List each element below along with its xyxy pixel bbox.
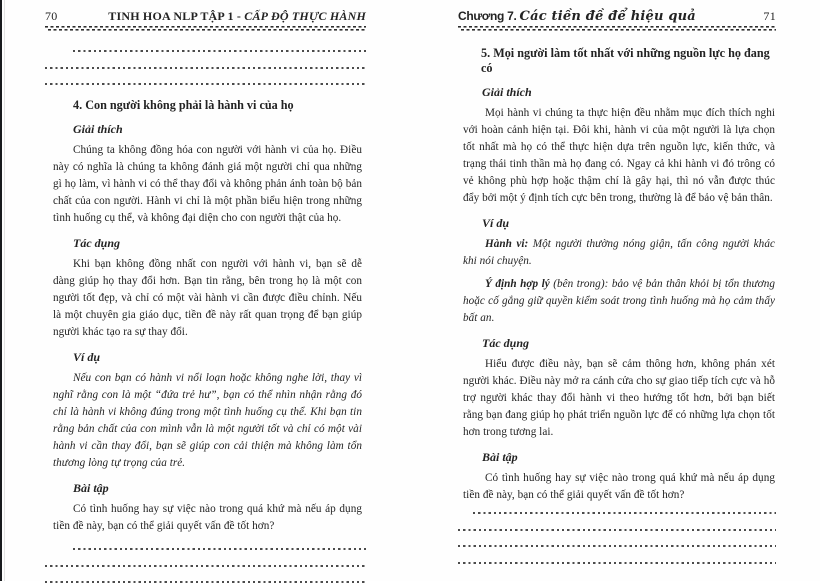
exercise-paragraph: Có tình huống hay sự việc nào trong quá khứ mà nếu áp dụng tiền đề này, bạn có thể giải quyết vấn đề tốt hơn?: [463, 472, 775, 501]
subsection-label-explain: Giải thích: [482, 85, 532, 99]
chapter-heading: [458, 9, 696, 24]
effect-paragraph: Hiểu được điều này, bạn sẽ cảm thông hơn, không phán xét người khác. Điều này mở ra cánh cửa cho sự giao tiếp tích cực và hỗ trợ người khác thay đổi hành vi theo hướng tốt hơn, bởi bạn biết rằng bạn đang giúp họ phát triển nguồn lực để có những lựa chọn tốt hơn trong tương lai.: [463, 358, 775, 438]
subsection-label-explain: Giải thích: [73, 122, 123, 136]
right-page: [458, 9, 776, 564]
scan-edge-line: [4, 0, 5, 581]
dotted-answer-line: [45, 565, 366, 567]
book-title-main: TINH HOA NLP TẬP 1: [108, 9, 234, 23]
header-divider: [458, 26, 776, 31]
dotted-answer-line: [73, 50, 366, 52]
subsection-label-example: Ví dụ: [73, 350, 101, 364]
intent-text: bảo vệ bản thân khỏi bị tổn thương hoặc cố gắng giữ quyền kiểm soát trong tình huống mà họ cảm thấy bất an.: [463, 278, 775, 324]
intent-example-paragraph: [463, 276, 775, 327]
behavior-example-paragraph: [463, 236, 775, 270]
dotted-answer-line: [45, 83, 366, 85]
subsection-label-exercise: Bài tập: [482, 450, 518, 464]
left-page-number: 70: [45, 9, 58, 23]
example-paragraph: Nếu con bạn có hành vi nổi loạn hoặc không nghe lời, thay vì nghĩ rằng con là một “đứa trẻ hư”, bạn có thể nhìn nhận rằng đó chỉ là hành vi không đúng trong một tình huống cụ thể. Khi bạn tin rằng bản chất của con mình vẫn là một người tốt và chỉ có một vài hành vi cần thay đổi, bạn sẽ giúp con cải thiện mà không làm tổn thương lòng tự trọng của trẻ.: [53, 372, 362, 469]
scan-edge-strip: [0, 0, 2, 581]
explain-paragraph: Chúng ta không đồng hóa con người với hành vi của họ. Điều này có nghĩa là chúng ta không đánh giá một người chỉ qua những gì họ làm, vì hành vi có thể thay đổi và không phản ánh toàn bộ bản chất của con người. Hành vi chỉ là một phần biểu hiện trong những tình huống cụ thể, và không đại diện cho con người thật của họ.: [53, 144, 362, 224]
answer-lines-group: [45, 548, 366, 583]
subsection-label-effect: Tác dụng: [482, 336, 530, 350]
effect-paragraph: Khi bạn không đồng nhất con người với hành vi, bạn sẽ dễ dàng giúp họ thay đổi hơn. Bạn tin rằng, bên trong họ là một con người tốt đẹp, và chỉ có một vài hành vi cần được điều chỉnh. Nếu là một chuyên gia giáo dục, tiền đề này rất quan trọng để bạn giúp người khác tạo ra sự thay đổi.: [53, 258, 362, 338]
answer-lines-group: [458, 512, 776, 564]
intent-paren: (bên trong):: [549, 278, 609, 290]
header-divider: [45, 26, 366, 31]
dotted-answer-line: [458, 545, 776, 547]
section-heading: 4. Con người không phải là hành vi của họ: [73, 98, 294, 112]
subsection-label-example: Ví dụ: [482, 216, 510, 230]
chapter-title: Các tiền đề để hiệu quả: [519, 9, 696, 24]
dotted-answer-line: [458, 529, 776, 531]
exercise-paragraph: Có tình huống hay sự việc nào trong quá khứ mà nếu áp dụng tiền đề này, bạn có thể giải quyết vấn đề tốt hơn?: [53, 503, 362, 532]
dotted-answer-line: [45, 67, 366, 69]
dotted-answer-line: [73, 548, 366, 550]
book-title-separator: -: [233, 9, 245, 23]
dotted-answer-line: [473, 512, 776, 514]
subsection-label-exercise: Bài tập: [73, 481, 109, 495]
answer-lines-group: [45, 50, 366, 85]
book-title-subtitle: CẤP ĐỘ THỰC HÀNH: [244, 9, 366, 23]
book-title: [108, 9, 366, 24]
behavior-text: Một người thường nóng giận, tấn công người khác khi nói chuyện.: [463, 238, 775, 267]
behavior-lead: Hành vi:: [485, 238, 529, 250]
section-heading: 5. Mọi người làm tốt nhất với những nguồn lực họ đang có: [481, 46, 770, 75]
subsection-label-effect: Tác dụng: [73, 236, 121, 250]
explain-paragraph: Mọi hành vi chúng ta thực hiện đều nhằm mục đích thích nghi với hoàn cảnh hiện tại. Đôi khi, hành vi của một người là lựa chọn tốt nhất mà họ có thể thực hiện dựa trên nguồn lực, kiến thức, và trạng thái tinh thần mà họ đang có. Ngay cả khi hành vi đó trông có vẻ không phù hợp hoặc thậm chí là gây hại, thì nó vẫn được thúc đẩy bởi một ý định tích cực bên trong, thường là để bảo vệ bản thân.: [463, 107, 775, 204]
dotted-answer-line: [458, 562, 776, 564]
left-page-header: [45, 9, 366, 24]
chapter-number-label: Chương 7.: [458, 9, 517, 23]
intent-lead: Ý định hợp lý: [485, 278, 550, 290]
left-page: [45, 9, 366, 583]
right-page-number: 71: [763, 9, 776, 23]
right-page-header: [458, 9, 776, 24]
